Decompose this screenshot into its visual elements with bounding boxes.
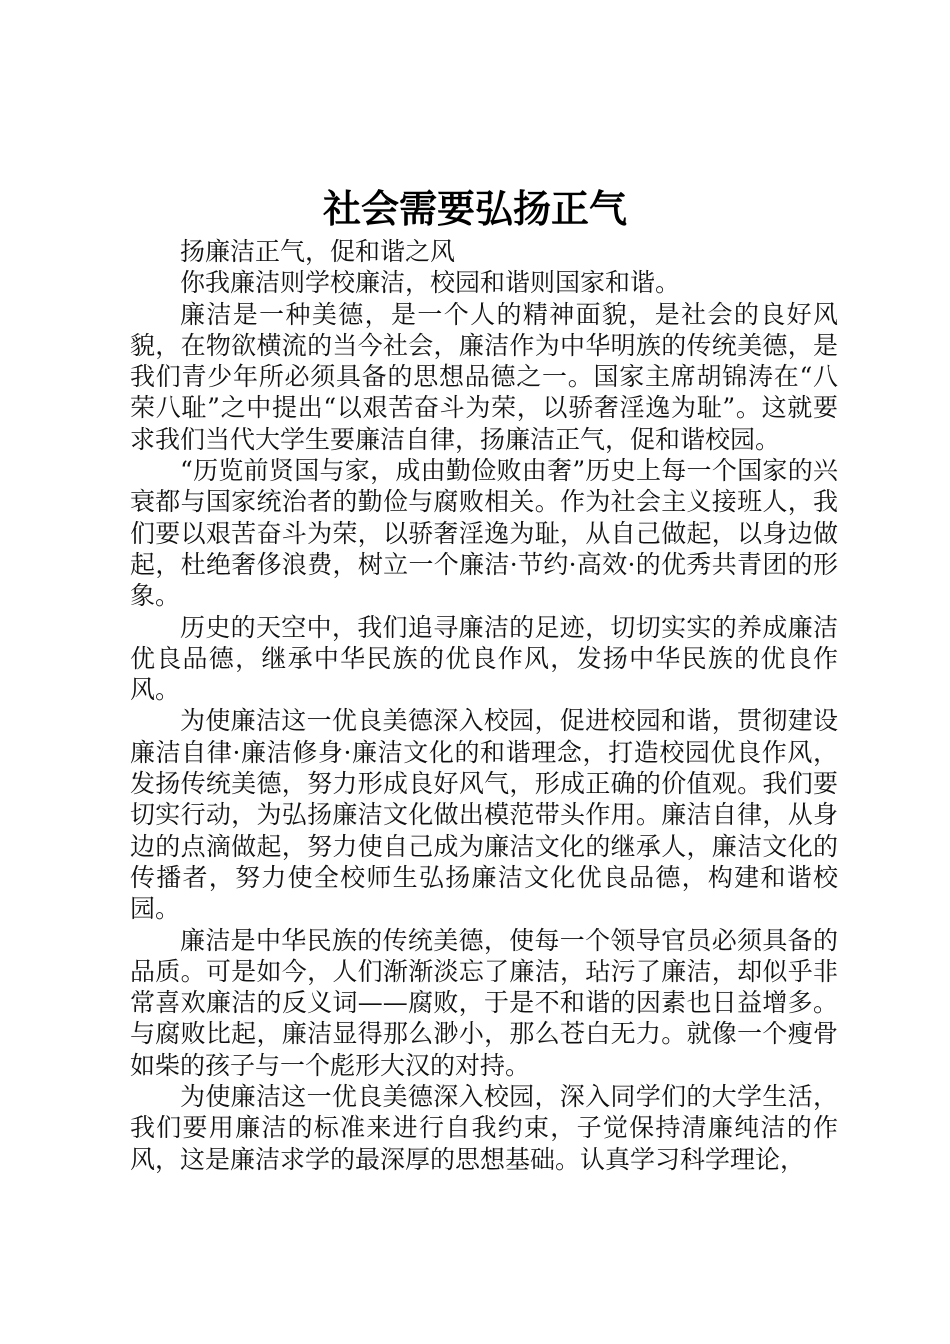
paragraph: “历览前贤国与家，成由勤俭败由奢”历史上每一个国家的兴衰都与国家统治者的勤俭与腐败相关。作为社会主义接班人，我们要以艰苦奋斗为荣，以骄奢淫逸为耻，从自己做起，以身边做起，杜绝奢侈浪费，树立一个廉洁·节约·高效·的优秀共青团的形象。 xyxy=(130,456,838,611)
paragraph: 为使廉洁这一优良美德深入校园，深入同学们的大学生活，我们要用廉洁的标准来进行自我约束，子觉保持清廉纯洁的作风，这是廉洁求学的最深厚的思想基础。认真学习科学理论， xyxy=(130,1082,838,1174)
paragraph: 廉洁是中华民族的传统美德，使每一个领导官员必须具备的品质。可是如今，人们渐渐淡忘了廉洁，玷污了廉洁，却似乎非常喜欢廉洁的反义词——腐败，于是不和谐的因素也日益增多。与腐败比起，廉洁显得那么渺小，那么苍白无力。就像一个瘦骨如柴的孩子与一个彪形大汉的对持。 xyxy=(130,925,838,1080)
paragraph: 历史的天空中，我们追寻廉洁的足迹，切切实实的养成廉洁优良品德，继承中华民族的优良作风，发扬中华民族的优良作风。 xyxy=(130,612,838,705)
document-title: 社会需要弘扬正气 xyxy=(322,186,627,231)
document-body xyxy=(130,236,838,1175)
paragraph: 廉洁是一种美德，是一个人的精神面貌，是社会的良好风貌，在物欲横流的当今社会，廉洁作为中华明族的传统美德，是我们青少年所必须具备的思想品德之一。国家主席胡锦涛在“八荣八耻”之中提出“以艰苦奋斗为荣，以骄奢淫逸为耻”。这就要求我们当代大学生要廉洁自律，扬廉洁正气，促和谐校园。 xyxy=(130,299,838,454)
paragraph: 你我廉洁则学校廉洁，校园和谐则国家和谐。 xyxy=(180,268,681,298)
paragraph: 为使廉洁这一优良美德深入校园，促进校园和谐，贯彻建设廉洁自律·廉洁修身·廉洁文化的和谐理念，打造校园优良作风，发扬传统美德，努力形成良好风气，形成正确的价值观。我们要切实行动，为弘扬廉洁文化做出模范带头作用。廉洁自律，从身边的点滴做起，努力使自己成为廉洁文化的继承人，廉洁文化的传播者，努力使全校师生弘扬廉洁文化优良品德，构建和谐校园。 xyxy=(130,706,838,924)
paragraph: 扬廉洁正气，促和谐之风 xyxy=(180,237,456,266)
